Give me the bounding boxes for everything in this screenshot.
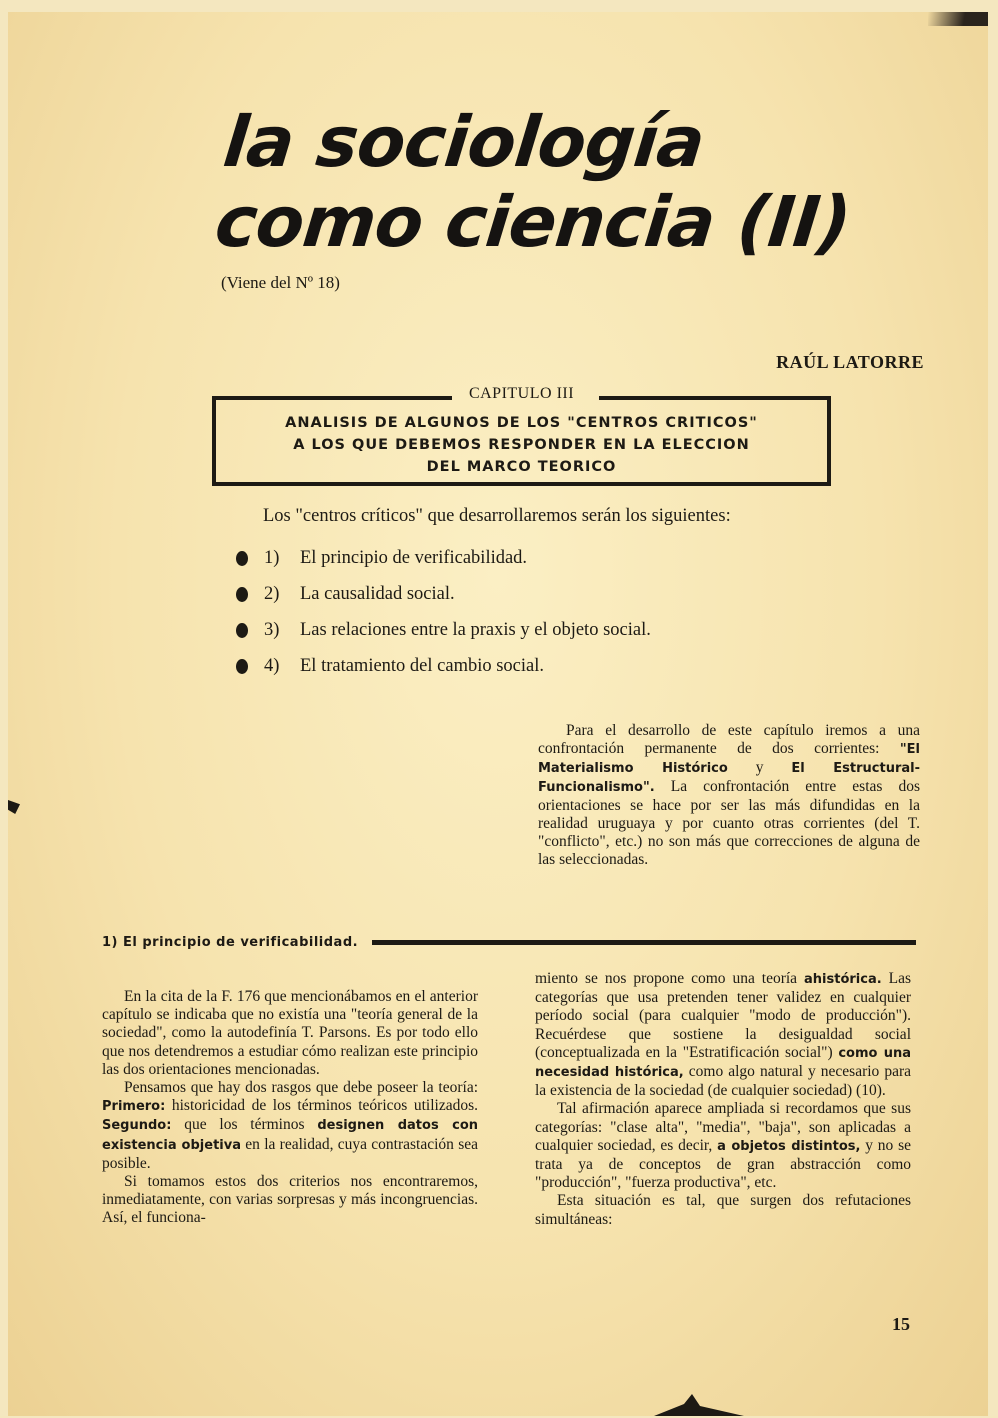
section-rule — [372, 940, 916, 945]
critical-centers-list — [236, 540, 651, 684]
bullet-icon — [236, 551, 248, 566]
text-run: que los términos — [184, 1116, 305, 1134]
chapter-title — [216, 412, 827, 478]
list-item — [236, 612, 651, 648]
bullet-icon — [236, 587, 248, 602]
list-item — [236, 576, 651, 612]
bold-run: ahistórica. — [804, 972, 882, 987]
bullet-icon — [236, 623, 248, 638]
text-run: Las categorías que usa pretenden tener validez en cualquier período social (para cualquier "modo de producción"). Recuérdese que sostiene la desigualdad social (conceptualizada en la "Estratificación social") — [535, 970, 912, 1061]
bold-run: Segundo: — [102, 1118, 172, 1134]
chapter-title-line-2: A LOS QUE DEBEMOS RESPONDER EN LA ELECCION — [293, 437, 750, 453]
author-name: RAÚL LATORRE — [776, 352, 924, 372]
section-heading — [102, 932, 916, 952]
scan-corner-mark — [928, 12, 988, 26]
chapter-title-line-3: DEL MARCO TEORICO — [426, 459, 617, 475]
list-item-text: El tratamiento del cambio social. — [300, 655, 545, 676]
chapter-label: CAPITULO III — [468, 385, 575, 402]
title-line-2: como ciencia (II) — [211, 181, 855, 263]
paragraph — [535, 970, 911, 1100]
scan-side-mark — [8, 800, 20, 814]
intro-bold-1: "El Materialismo Histórico — [538, 742, 920, 776]
bold-run: como una necesidad histórica, — [535, 1045, 911, 1081]
paragraph: Esta situación es tal, que surgen dos refutaciones simultáneas: — [535, 1192, 911, 1228]
left-column — [102, 988, 478, 1228]
list-item-number: 1) — [264, 547, 280, 568]
section-heading-text: 1) El principio de verificabilidad. — [102, 934, 359, 950]
chapter-title-line-1: ANALISIS DE ALGUNOS DE LOS "CENTROS CRITICOS" — [285, 415, 758, 431]
list-item — [236, 648, 651, 684]
chapter-box — [212, 385, 831, 486]
paragraph: En la cita de la F. 176 que mencionábamos en el anterior capítulo se indicaba que no existía una "teoría general de la sociedad", como la autodefinía T. Parsons. Es por todo ello que nos detendremos a estudiar cómo realizan este principio las dos orientaciones mencionadas. — [102, 988, 478, 1078]
text-run: historicidad de los términos teóricos utilizados. — [171, 1097, 478, 1115]
text-run: miento se nos propone como una teoría — [535, 970, 798, 987]
paragraph: Si tomamos estos dos criterios nos encontraremos, inmediatamente, con varias sorpresas y más incongruencias. Así, el funciona- — [102, 1173, 478, 1227]
list-item-number: 2) — [264, 583, 280, 604]
magazine-page — [8, 12, 988, 1416]
paragraph — [535, 1100, 911, 1192]
intro-text-3: La confrontación entre estas dos orientaciones se hace por ser las más difundidas en la realidad uruguaya y por cuanto otras corrientes (del T. "conflicto", etc.) no son más que correcciones de alguna de las seleccionadas. — [538, 778, 920, 868]
bold-run: Primero: — [102, 1099, 166, 1115]
bullet-icon — [236, 659, 248, 674]
text-run: como algo natural y necesario para la existencia de la sociedad (de cualquier sociedad) (10). — [535, 1063, 911, 1100]
bold-run: a objetos distintos, — [717, 1138, 861, 1154]
text-run: Tal afirmación aparece ampliada si recordamos que sus categorías: "clase alta", "media", "baja", son aplicadas a cualquier sociedad, es decir, — [535, 1100, 911, 1154]
intro-text-1: Para el desarrollo de este capítulo iremos a una confrontación permanente de dos corrientes: — [538, 722, 920, 757]
text-run: Pensamos que hay dos rasgos que debe poseer la teoría: — [124, 1079, 478, 1097]
intro-paragraph — [538, 722, 920, 869]
page-number: 15 — [892, 1314, 910, 1334]
list-item-number: 4) — [264, 655, 280, 676]
list-item-text: Las relaciones entre la praxis y el objeto social. — [300, 619, 651, 640]
list-item-text: La causalidad social. — [300, 583, 455, 604]
intro-bold-2: El Estructural-Funcionalismo". — [538, 761, 921, 795]
text-run: y no se trata ya de conceptos de gran abstracción como "producción", "fuerza productiva", etc. — [535, 1136, 912, 1192]
list-item-text: El principio de verificabilidad. — [300, 547, 528, 568]
list-intro: Los "centros críticos" que desarrollaremos serán los siguientes: — [263, 506, 731, 526]
text-run: en la realidad, cuya contrastación sea posible. — [102, 1135, 478, 1172]
intro-text-2: y — [755, 759, 764, 776]
list-item-number: 3) — [264, 619, 280, 640]
right-column — [535, 970, 911, 1229]
scan-bottom-mark — [654, 1394, 744, 1416]
bold-run: designen datos con existencia objetiva — [102, 1118, 479, 1153]
article-title — [212, 102, 929, 262]
title-line-1: la sociología — [219, 101, 708, 183]
list-item — [236, 540, 651, 576]
continuation-note: (Viene del Nº 18) — [221, 273, 340, 292]
paragraph — [102, 1079, 478, 1173]
